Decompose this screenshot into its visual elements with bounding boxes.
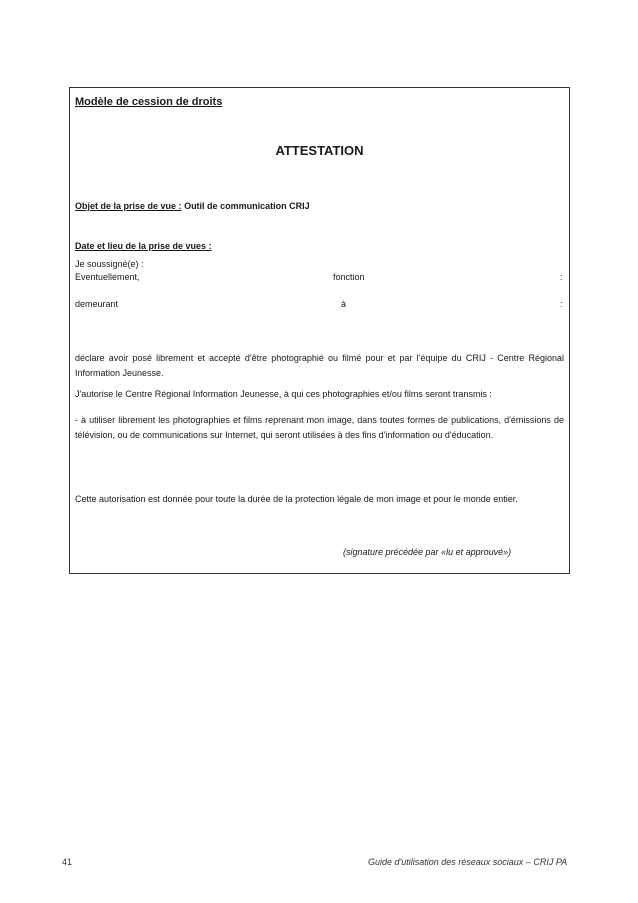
date-label: Date et lieu de la prise de vues : [75,241,212,251]
attestation-heading: ATTESTATION [275,143,364,158]
objet-line [75,201,310,211]
page-number: 41 [62,857,73,867]
objet-value: Outil de communication CRIJ [184,201,310,211]
fonction-label: fonction [333,272,365,282]
usage-paragraph: - à utiliser librement les photographies et films reprenant mon image, dans toutes formes de publications, d'émissions de télévision, ou de communications sur Internet, qui seront utilisées à des fins d'information ou d'éducation. [75,415,564,440]
soussigne-label: Je soussigné(e) : [75,259,144,269]
form-title: Modèle de cession de droits [75,96,223,108]
fonction-colon: : [560,272,563,282]
cession-form-box [69,87,570,574]
demeurant-label: demeurant [75,299,119,309]
objet-label: Objet de la prise de vue : [75,201,182,211]
demeurant-colon: : [560,299,563,309]
a-label: à [341,299,347,309]
signature-note: (signature précédée par «lu et approuvé») [343,547,512,557]
duration-paragraph: Cette autorisation est donnée pour toute la durée de la protection légale de mon image et pour le monde entier. [75,494,518,504]
eventuellement-label: Eventuellement, [75,272,140,282]
authorization-paragraph: J'autorise le Centre Régional Information Jeunesse, à qui ces photographies et/ou films seront transmis : [75,389,492,399]
declaration-paragraph: déclare avoir posé librement et accepté d'être photographié ou filmé pour et par l'équipe du CRIJ - Centre Régional Information Jeunesse. [75,353,564,378]
footer-guide-title: Guide d'utilisation des réseaux sociaux – CRIJ PA [368,857,568,867]
